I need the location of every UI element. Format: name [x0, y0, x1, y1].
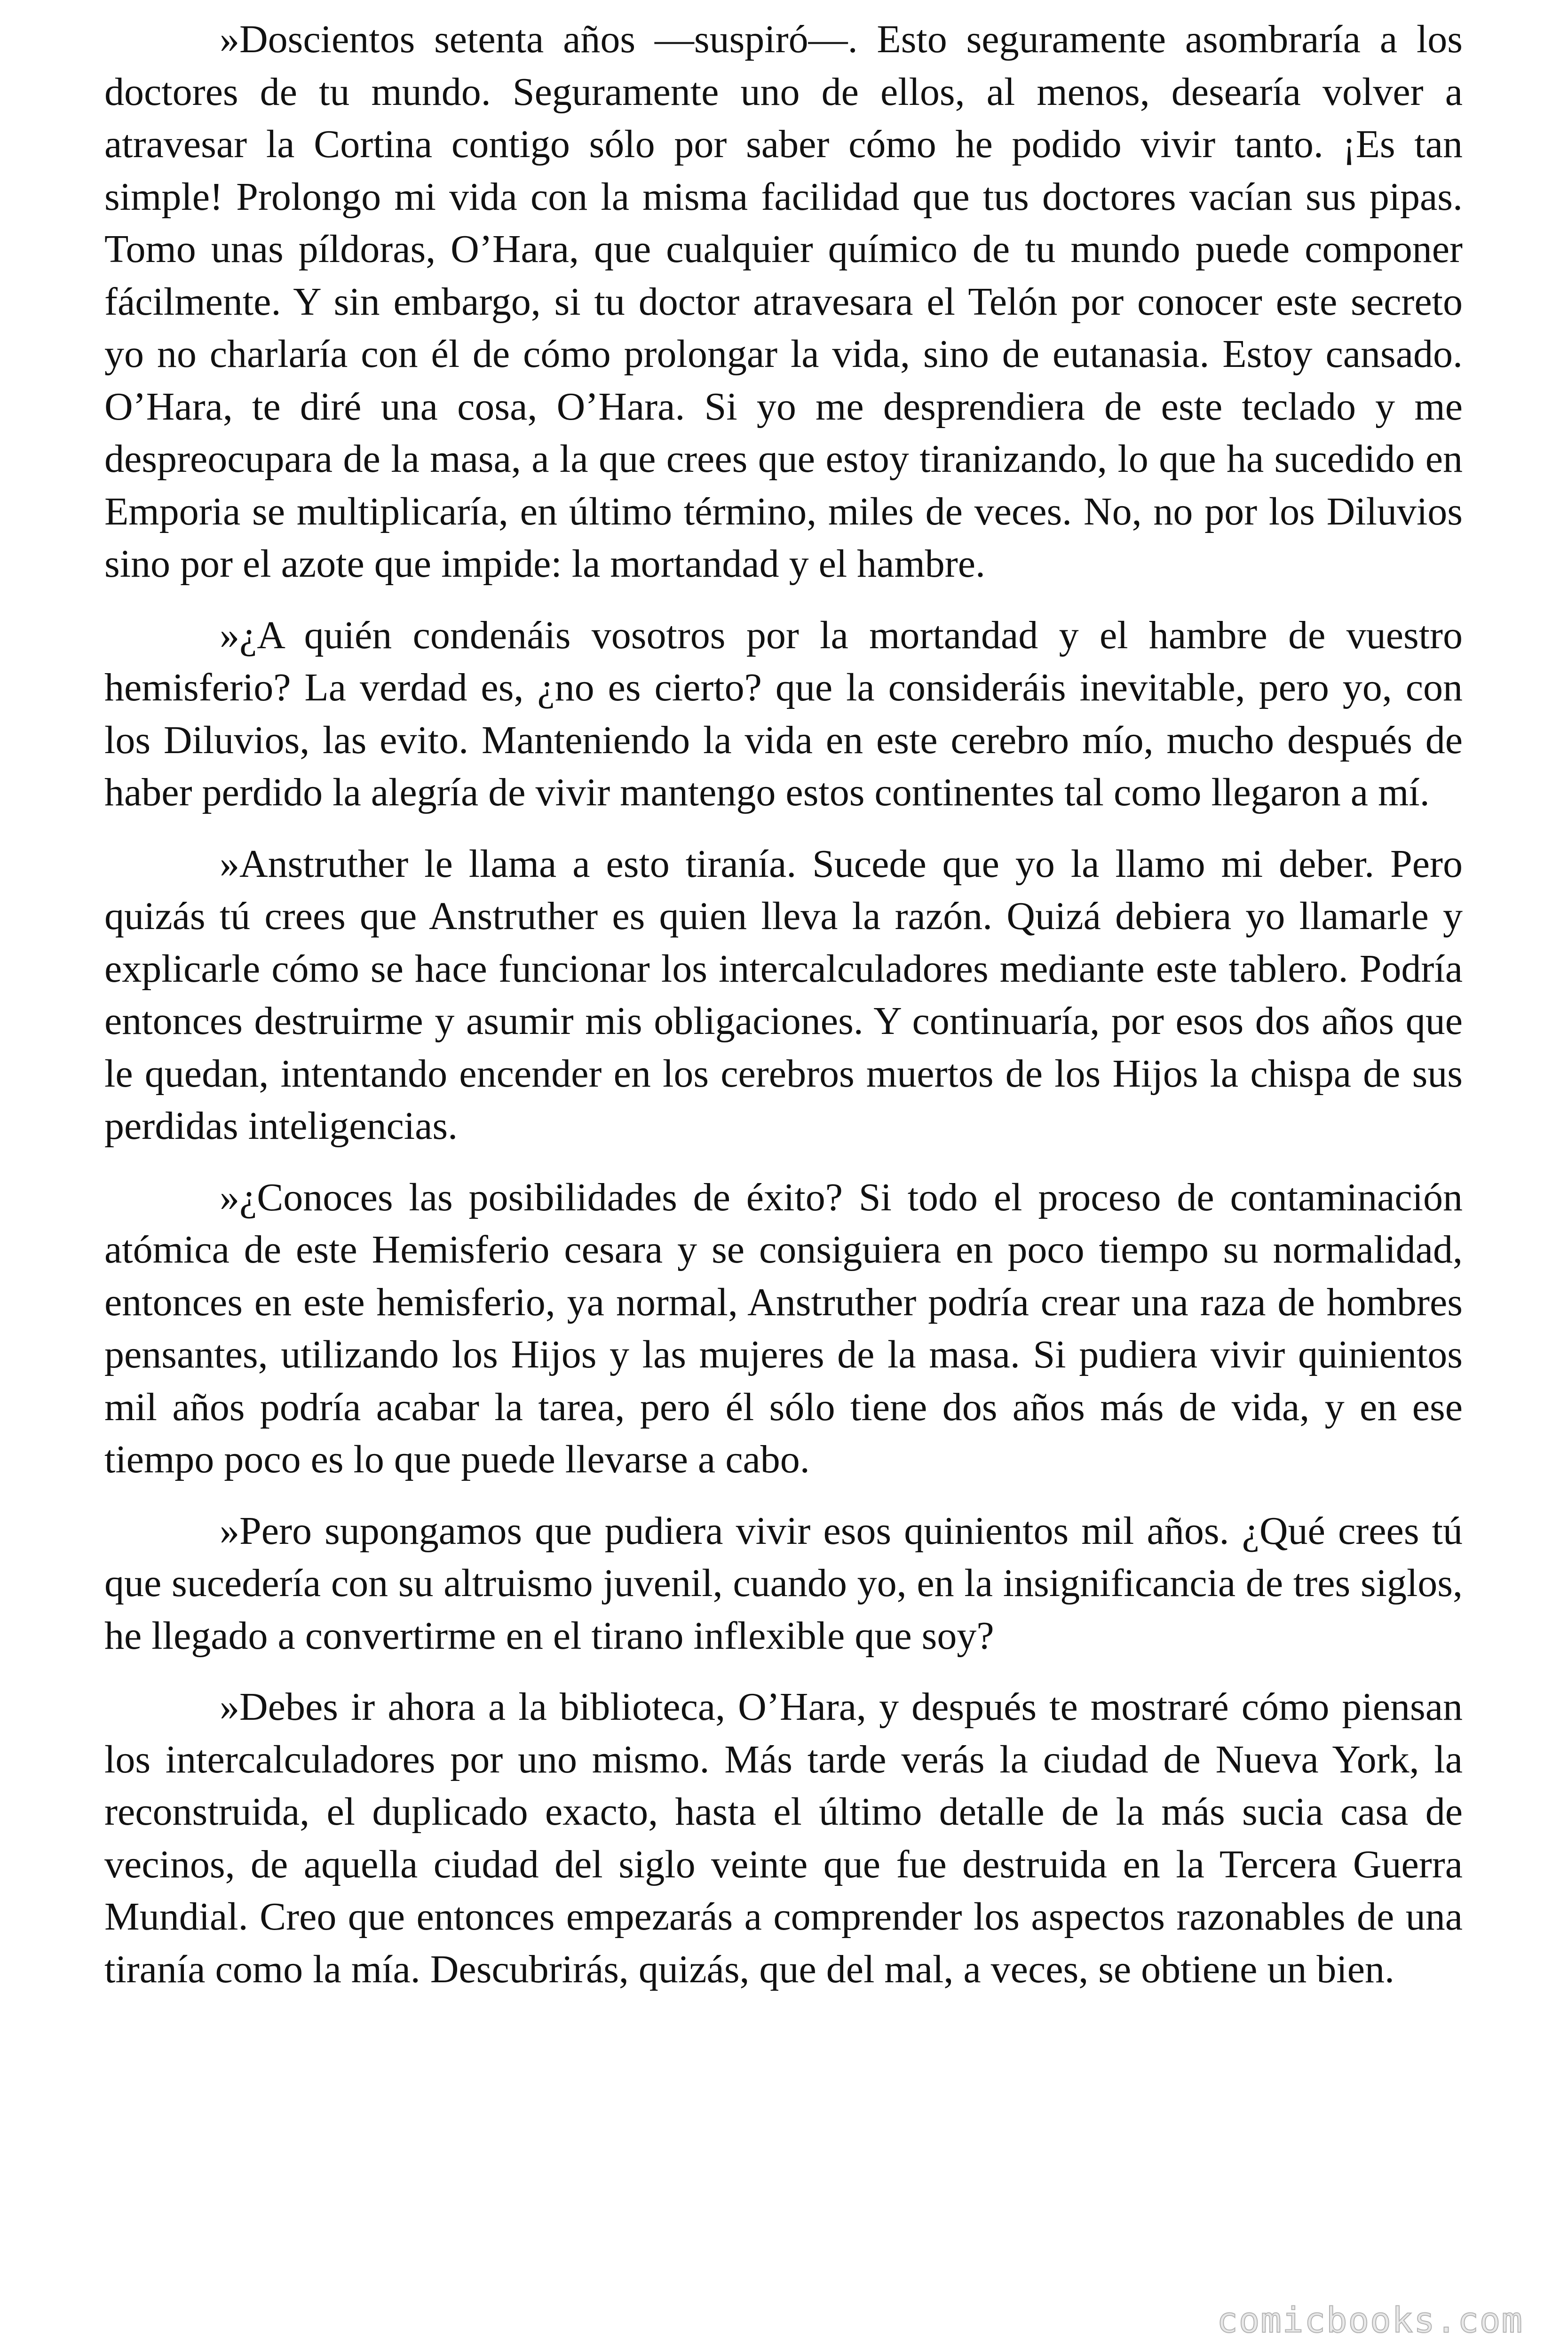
paragraph: »Debes ir ahora a la biblioteca, O’Hara, y después te mostraré cómo piensan los intercalculadores por uno mismo. Más tarde verás la ciudad de Nueva York, la reconstruida, el duplicado exacto, hasta el último detalle de la más sucia casa de vecinos, de aquella ciudad del siglo veinte que fue destruida en la Tercera Guerra Mundial. Creo que entonces empezarás a comprender los aspectos razonables de una tiranía como la mía. Descubrirás, quizás, que del mal, a veces, se obtiene un bien. [104, 1685, 1463, 1991]
body-text [104, 13, 1463, 2014]
paragraph: »¿A quién condenáis vosotros por la mortandad y el hambre de vuestro hemisferio? La verdad es, ¿no es cierto? que la consideráis inevitable, pero yo, con los Diluvios, las evito. Manteniendo la vida en este cerebro mío, mucho después de haber perdido la alegría de vivir mantengo estos continentes tal como llegaron a mí. [104, 613, 1463, 814]
paragraph: »Pero supongamos que pudiera vivir esos quinientos mil años. ¿Qué crees tú que sucedería con su altruismo juvenil, cuando yo, en la insignificancia de tres siglos, he llegado a convertirme en el tirano inflexible que soy? [104, 1509, 1463, 1658]
paragraph: »Anstruther le llama a esto tiranía. Sucede que yo la llamo mi deber. Pero quizás tú crees que Anstruther es quien lleva la razón. Quizá debiera yo llamarle y explicarle cómo se hace funcionar los intercalculadores mediante este tablero. Podría entonces destruirme y asumir mis obligaciones. Y continuaría, por esos dos años que le quedan, intentando encender en los cerebros muertos de los Hijos la chispa de sus perdidas inteligencias. [104, 842, 1463, 1148]
paragraph: »Doscientos setenta años —suspiró—. Esto seguramente asombraría a los doctores de tu mundo. Seguramente uno de ellos, al menos, desearía volver a atravesar la Cortina contigo sólo por saber cómo he podido vivir tanto. ¡Es tan simple! Prolongo mi vida con la misma facilidad que tus doctores vacían sus pipas. Tomo unas píldoras, O’Hara, que cualquier químico de tu mundo puede componer fácilmente. Y sin embargo, si tu doctor atravesara el Telón por conocer este secreto yo no charlaría con él de cómo prolongar la vida, sino de eutanasia. Estoy cansado. O’Hara, te diré una cosa, O’Hara. Si yo me desprendiera de este teclado y me despreocupara de la masa, a la que crees que estoy tiranizando, lo que ha sucedido en Emporia se multiplicaría, en último término, miles de veces. No, no por los Diluvios sino por el azote que impide: la mortandad y el hambre. [104, 17, 1463, 586]
watermark: comicbooks.com [1217, 2300, 1523, 2341]
paragraph: »¿Conoces las posibilidades de éxito? Si todo el proceso de contaminación atómica de este Hemisferio cesara y se consiguiera en poco tiempo su normalidad, entonces en este hemisferio, ya normal, Anstruther podría crear una raza de hombres pensantes, utilizando los Hijos y las mujeres de la masa. Si pudiera vivir quinientos mil años podría acabar la tarea, pero él sólo tiene dos años más de vida, y en ese tiempo poco es lo que puede llevarse a cabo. [104, 1175, 1463, 1481]
